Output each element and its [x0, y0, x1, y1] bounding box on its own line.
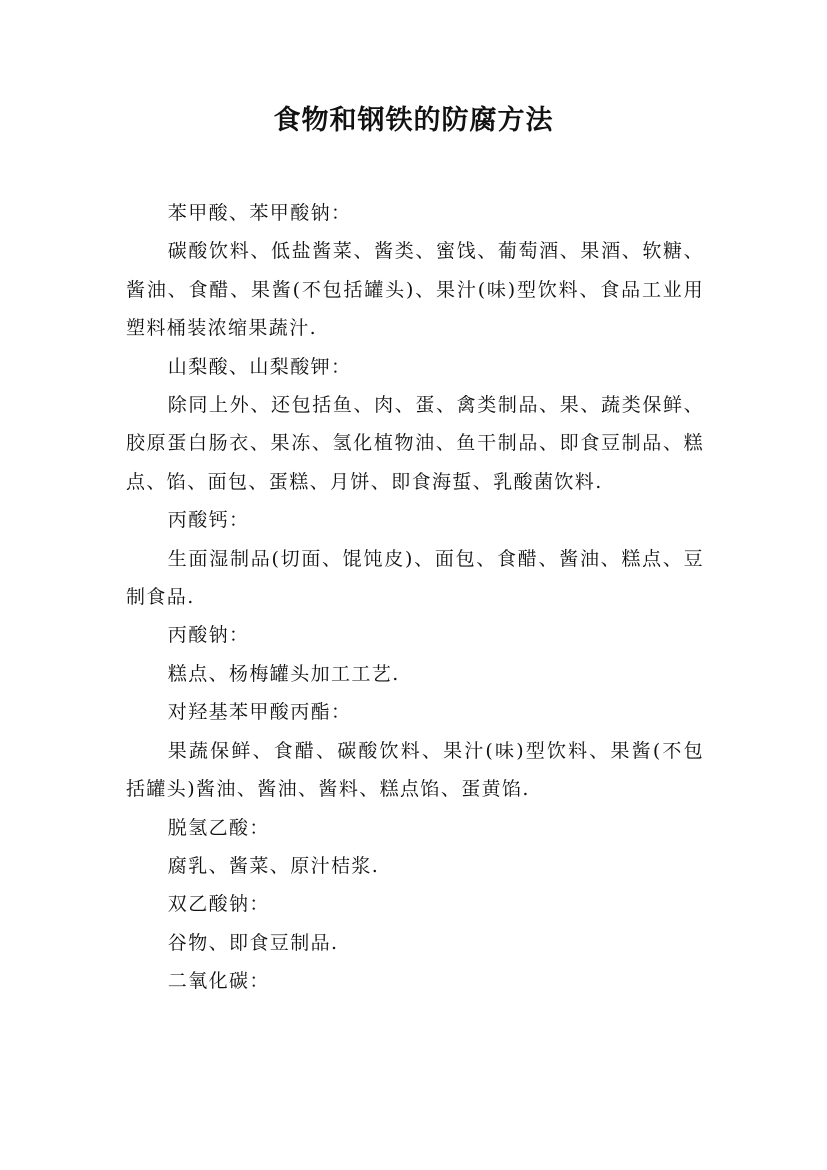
paragraph-benzoic-acid-heading: 苯甲酸、苯甲酸钠：: [167, 202, 352, 224]
paragraph-sodium-propionate-uses: 糕点、杨梅罐头加工工艺.: [167, 662, 400, 685]
paragraph-propylparaben-uses: 果蔬保鲜、食醋、碳酸饮料、果汁(味)型饮料、果酱(不包括罐头)酱油、酱油、酱料、糕点馅、蛋黄馅.: [126, 739, 704, 801]
paragraph-sorbic-acid-heading: 山梨酸、山梨酸钾：: [167, 355, 352, 378]
paragraph-dehydroacetic-acid-heading: 脱氢乙酸：: [167, 816, 270, 839]
paragraph-propylparaben-heading: 对羟基苯甲酸丙酯：: [167, 701, 352, 724]
paragraph-carbon-dioxide-heading: 二氧化碳：: [167, 970, 270, 993]
paragraph-calcium-propionate-uses: 生面湿制品(切面、馄饨皮)、面包、食醋、酱油、糕点、豆制食品.: [126, 547, 704, 609]
paragraph-benzoic-acid-uses: 碳酸饮料、低盐酱菜、酱类、蜜饯、葡萄酒、果酒、软糖、酱油、食醋、果酱(不包括罐头)、果汁(味)型饮料、食品工业用塑料桶装浓缩果蔬汁.: [126, 240, 704, 340]
document-title: 食物和钢铁的防腐方法: [273, 105, 554, 136]
document-body: [126, 194, 704, 1001]
paragraph-calcium-propionate-heading: 丙酸钙：: [167, 509, 250, 532]
paragraph-sorbic-acid-uses: 除同上外、还包括鱼、肉、蛋、禽类制品、果、蔬类保鲜、胶原蛋白肠衣、果冻、氢化植物油、鱼干制品、即食豆制品、糕点、馅、面包、蛋糕、月饼、即食海蜇、乳酸菌饮料.: [126, 394, 704, 493]
paragraph-sodium-diacetate-heading: 双乙酸钠：: [167, 893, 270, 916]
paragraph-dehydroacetic-acid-uses: 腐乳、酱菜、原汁桔浆.: [167, 854, 380, 877]
paragraph-sodium-propionate-heading: 丙酸钠：: [167, 624, 250, 647]
paragraph-sodium-diacetate-uses: 谷物、即食豆制品.: [167, 931, 339, 954]
